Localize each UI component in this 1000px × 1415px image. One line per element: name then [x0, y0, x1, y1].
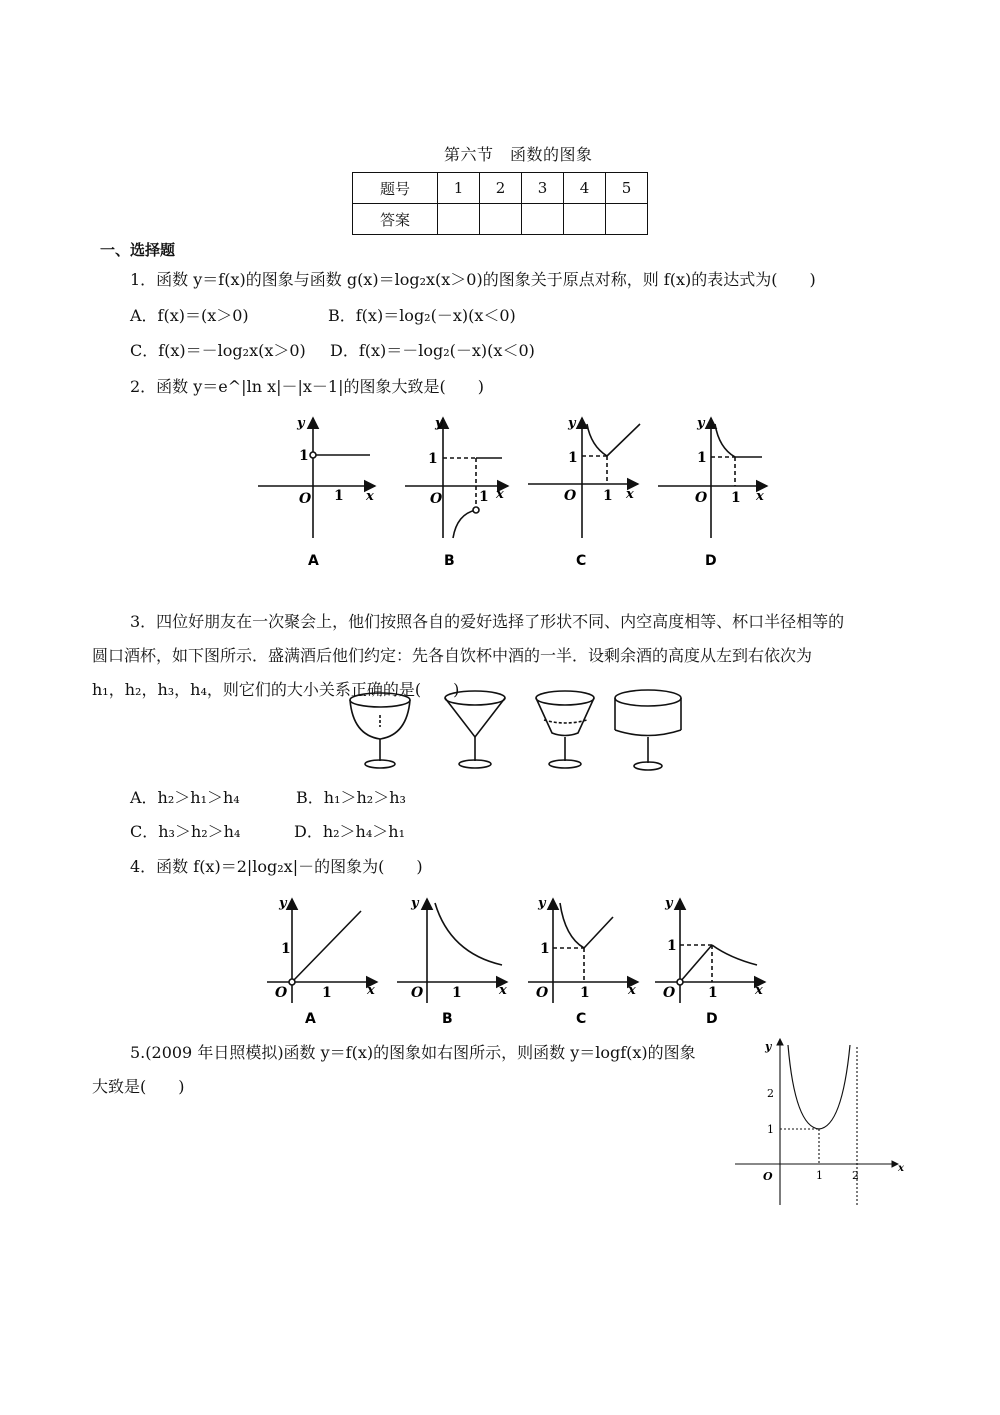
- q2-caption-d: D: [705, 553, 717, 569]
- q3-line3: h₁，h₂，h₃，h₄，则它们的大小关系正确的是( ): [92, 680, 460, 699]
- answer-cell: [606, 204, 648, 235]
- table-cell: 5: [606, 173, 648, 204]
- q4-caption-b: B: [442, 1011, 453, 1027]
- q2-stem: 2．函数 y＝e^|ln x|－|x－1|的图象大致是( ): [130, 377, 484, 396]
- q4-stem: 4．函数 f(x)＝2|log₂x|－的图象为( ): [130, 857, 423, 876]
- q2-caption-c: C: [576, 553, 587, 569]
- q2-d-origin: O: [695, 490, 708, 506]
- q2-b-origin: O: [430, 491, 443, 507]
- q2-d-one-y: 1: [697, 450, 707, 466]
- q2-c-x-label: x: [626, 487, 634, 502]
- q1-option-a: A．f(x)＝(x＞0): [130, 306, 249, 325]
- answer-cell: [522, 204, 564, 235]
- table-cell: 4: [564, 173, 606, 204]
- q4-caption-c: C: [576, 1011, 587, 1027]
- q4-d-origin: O: [663, 985, 676, 1001]
- q4-c-y-label: y: [538, 896, 546, 911]
- q3-option-a: A．h₂＞h₁＞h₄: [130, 788, 240, 807]
- q1-option-d: D．f(x)＝－log₂(－x)(x＜0): [330, 341, 535, 360]
- q1-option-c: C．f(x)＝－log₂x(x＞0): [130, 341, 306, 360]
- q4-a-origin: O: [275, 985, 288, 1001]
- q4-a-y-label: y: [279, 896, 287, 911]
- q2-b-y-label: y: [435, 416, 443, 431]
- answer-cell: [480, 204, 522, 235]
- q2-a-one-x: 1: [334, 488, 344, 504]
- q1-option-b: B．f(x)＝log₂(－x)(x＜0): [328, 306, 516, 325]
- q2-graph-c: [528, 418, 640, 538]
- q4-a-one-x: 1: [322, 985, 332, 1001]
- q3-option-c: C．h₃＞h₂＞h₄: [130, 822, 241, 841]
- q5-graph: [730, 1035, 910, 1210]
- q5-tick-2-x: 2: [852, 1169, 859, 1182]
- q2-d-x-label: x: [756, 489, 764, 504]
- section-heading: 一、选择题: [100, 241, 176, 259]
- q2-caption-a: A: [308, 553, 319, 569]
- q5-origin: O: [763, 1170, 773, 1183]
- q4-d-one-x: 1: [708, 985, 718, 1001]
- q3-glasses: [345, 685, 685, 775]
- q2-b-one-y: 1: [428, 451, 438, 467]
- q3-line2: 圆口酒杯，如下图所示．盛满酒后他们约定：先各自饮杯中酒的一半．设剩余酒的高度从左到右依次为: [92, 646, 813, 665]
- q4-c-one-y: 1: [540, 941, 550, 957]
- q2-a-y-label: y: [297, 416, 305, 431]
- q4-a-x-label: x: [367, 983, 375, 998]
- q4-d-y-label: y: [665, 896, 673, 911]
- q4-caption-a: A: [305, 1011, 316, 1027]
- q2-d-y-label: y: [697, 416, 705, 431]
- answer-table: [352, 172, 648, 235]
- table-cell: 3: [522, 173, 564, 204]
- table-row: [353, 204, 648, 235]
- q2-d-one-x: 1: [731, 490, 741, 506]
- q2-caption-b: B: [444, 553, 455, 569]
- answer-cell: [564, 204, 606, 235]
- q4-c-origin: O: [536, 985, 549, 1001]
- glass-cone: [445, 691, 505, 768]
- q2-c-origin: O: [564, 488, 577, 504]
- q2-c-one-x: 1: [603, 488, 613, 504]
- glass-hemisphere: [350, 693, 410, 768]
- q5-line2: 大致是( ): [92, 1077, 185, 1096]
- answer-cell: [438, 204, 480, 235]
- q3-option-d: D．h₂＞h₄＞h₁: [294, 822, 405, 841]
- glass-cylinder: [615, 690, 681, 770]
- table-header-number: 题号: [353, 173, 438, 204]
- q5-tick-1-y: 1: [767, 1123, 774, 1136]
- q2-c-y-label: y: [568, 416, 576, 431]
- q2-c-one-y: 1: [568, 450, 578, 466]
- q5-x-label: x: [898, 1163, 904, 1174]
- q2-b-one-x: 1: [479, 489, 489, 505]
- q4-d-x-label: x: [755, 983, 763, 998]
- q4-a-one-y: 1: [281, 941, 291, 957]
- q5-tick-2-y: 2: [767, 1087, 774, 1100]
- table-header-answer: 答案: [353, 204, 438, 235]
- q4-caption-d: D: [706, 1011, 718, 1027]
- q2-a-one-y: 1: [299, 448, 309, 464]
- page-title: 第六节 函数的图象: [444, 145, 593, 164]
- q2-b-x-label: x: [496, 487, 504, 502]
- q5-y-label: y: [765, 1040, 772, 1053]
- q2-graphs: [250, 410, 780, 575]
- q1-stem: 1．函数 y＝f(x)的图象与函数 g(x)＝log₂x(x＞0)的图象关于原点对称，则 f(x)的表达式为( ): [130, 270, 816, 289]
- q2-graph-d: [658, 418, 767, 538]
- glass-frustum: [536, 691, 594, 768]
- q2-a-origin: O: [299, 491, 312, 507]
- table-cell: 1: [438, 173, 480, 204]
- q2-graph-a: [258, 418, 375, 538]
- q4-c-one-x: 1: [580, 985, 590, 1001]
- q5-line1: 5.(2009 年日照模拟)函数 y＝f(x)的图象如右图所示，则函数 y＝logf(x)的图象: [130, 1043, 696, 1062]
- q2-graph-b: [405, 418, 508, 538]
- q2-a-x-label: x: [366, 489, 374, 504]
- q4-d-one-y: 1: [667, 938, 677, 954]
- q3-line1: 3．四位好朋友在一次聚会上，他们按照各自的爱好选择了形状不同、内空高度相等、杯口半径相等的: [130, 612, 845, 631]
- q4-b-one-x: 1: [452, 985, 462, 1001]
- table-row: [353, 173, 648, 204]
- table-cell: 2: [480, 173, 522, 204]
- q4-graphs: [255, 893, 770, 1028]
- q3-option-b: B．h₁＞h₂＞h₃: [296, 788, 406, 807]
- q4-c-x-label: x: [628, 983, 636, 998]
- q4-b-y-label: y: [411, 896, 419, 911]
- q5-tick-1-x: 1: [816, 1169, 823, 1182]
- q4-b-x-label: x: [499, 983, 507, 998]
- q4-b-origin: O: [411, 985, 424, 1001]
